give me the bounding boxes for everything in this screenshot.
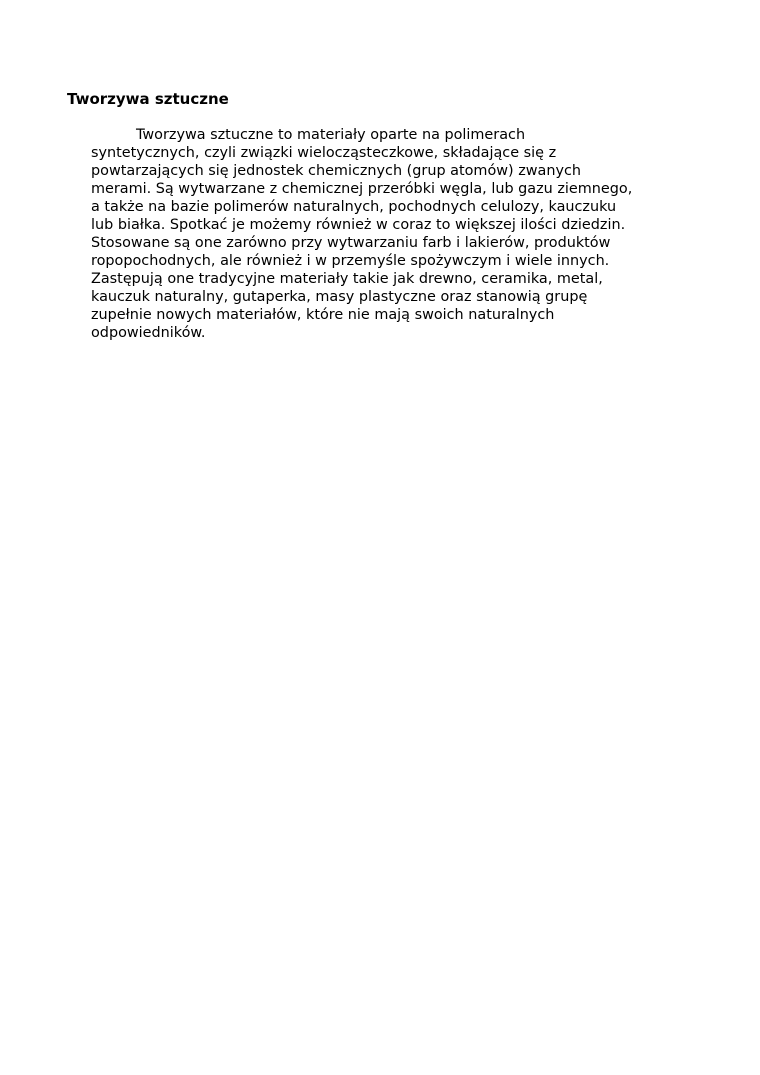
paragraph-line: zupełnie nowych materiałów, które nie mają swoich naturalnych bbox=[91, 307, 555, 323]
paragraph-line: ropopochodnych, ale również i w przemyśle spożywczym i wiele innych. bbox=[91, 253, 610, 269]
paragraph-line: lub białka. Spotkać je możemy również w coraz to większej ilości dziedzin. bbox=[91, 217, 626, 233]
paragraph-line: syntetycznych, czyli związki wielocząsteczkowe, składające się z bbox=[91, 145, 557, 161]
paragraph-line: powtarzających się jednostek chemicznych (grup atomów) zwanych bbox=[91, 163, 582, 179]
paragraph-line: a także na bazie polimerów naturalnych, pochodnych celulozy, kauczuku bbox=[91, 199, 617, 215]
paragraph-line: odpowiedników. bbox=[91, 325, 206, 341]
paragraph-line: Stosowane są one zarówno przy wytwarzaniu farb i lakierów, produktów bbox=[91, 235, 611, 251]
paragraph-line: Tworzywa sztuczne to materiały oparte na polimerach bbox=[136, 127, 526, 143]
paragraph-line: kauczuk naturalny, gutaperka, masy plastyczne oraz stanowią grupę bbox=[91, 289, 588, 305]
paragraph-line: merami. Są wytwarzane z chemicznej przeróbki węgla, lub gazu ziemnego, bbox=[91, 181, 633, 197]
document-paragraph bbox=[91, 126, 691, 342]
paragraph-line: Zastępują one tradycyjne materiały takie jak drewno, ceramika, metal, bbox=[91, 271, 603, 287]
document-title: Tworzywa sztuczne bbox=[67, 90, 229, 108]
